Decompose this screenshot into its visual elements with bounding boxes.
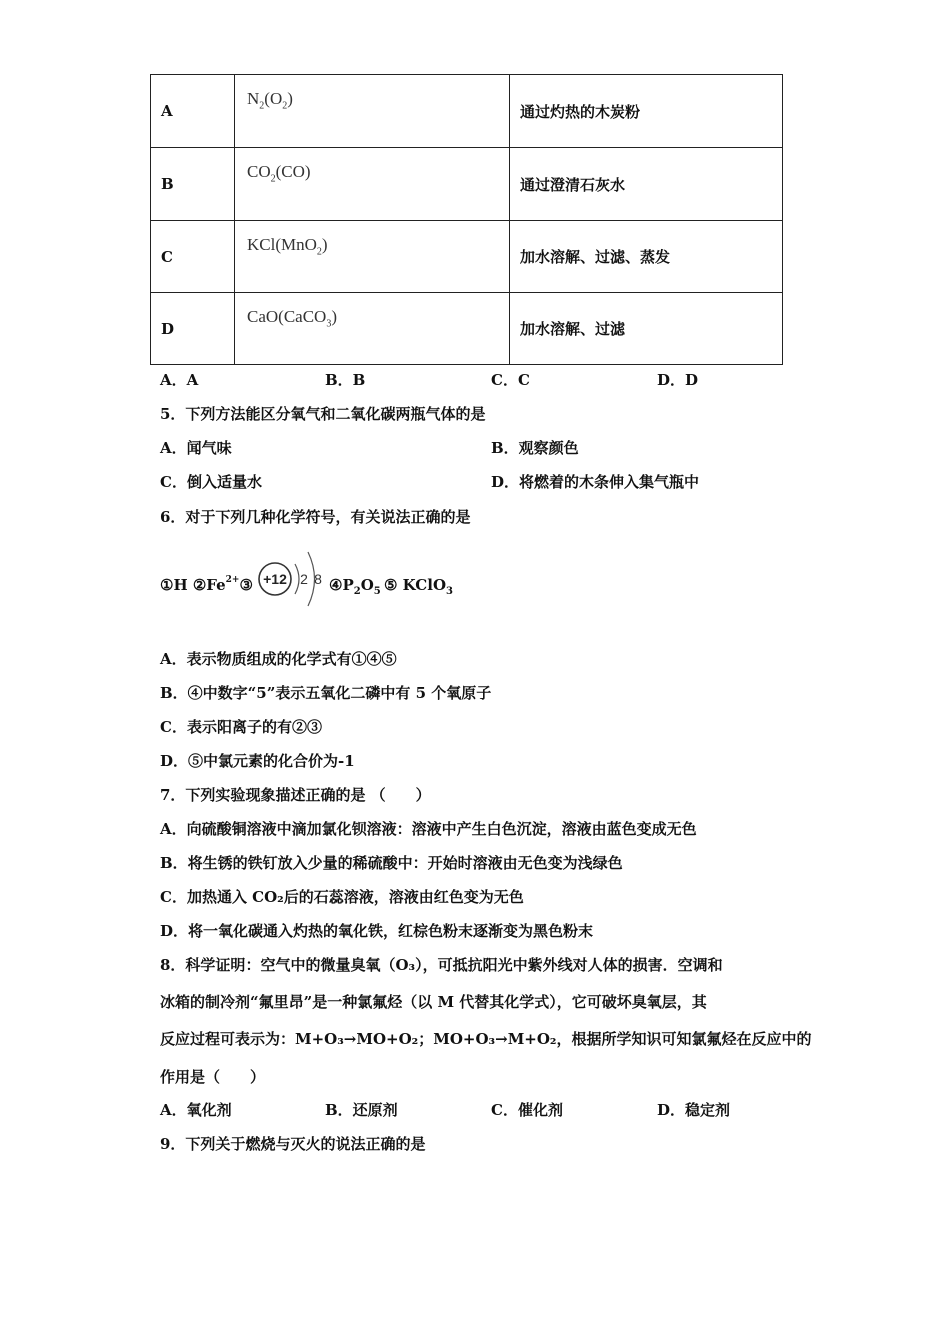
q7-option-b[interactable]: B．将生锈的铁钉放入少量的稀硫酸中：开始时溶液由无色变为浅绿色 (160, 854, 623, 872)
table-row (151, 221, 783, 293)
q9-stem: 9．下列关于燃烧与灭火的说法正确的是 (160, 1135, 426, 1153)
q5-option-d[interactable]: D．将燃着的木条伸入集气瓶中 (491, 473, 700, 491)
q8-line-1: 8．科学证明：空气中的微量臭氧（O₃），可抵抗阳光中紫外线对人体的损害．空调和 (160, 956, 723, 974)
substance-formula: CaO(CaCO$_3$) (235, 293, 510, 365)
method-text: 加水溶解、过滤 (510, 293, 783, 365)
q6-option-c[interactable]: C．表示阳离子的有②③ (160, 718, 322, 736)
q8-option-c[interactable]: C．催化剂 (491, 1101, 563, 1119)
q4-option-c[interactable]: C．C (491, 371, 530, 389)
q5-option-c[interactable]: C．倒入适量水 (160, 473, 262, 491)
q7-option-d[interactable]: D．将一氧化碳通入灼热的氧化铁，红棕色粉末逐渐变为黑色粉末 (160, 922, 594, 940)
q6-stem: 6．对于下列几种化学符号，有关说法正确的是 (160, 508, 471, 526)
q5-option-a[interactable]: A．闻气味 (160, 439, 232, 457)
q7-stem: 7．下列实验现象描述正确的是 （ ） (160, 786, 431, 804)
q4-option-d[interactable]: D．D (657, 371, 699, 389)
table-row (151, 293, 783, 365)
nucleus-charge: +12 (263, 571, 287, 587)
row-label: A (151, 75, 235, 148)
substance-formula: $N_2(O_2)$ (235, 75, 510, 148)
q8-option-a[interactable]: A．氧化剂 (160, 1101, 232, 1119)
q4-option-b[interactable]: B．B (325, 371, 366, 389)
q8-option-b[interactable]: B．还原剂 (325, 1101, 398, 1119)
table-row (151, 148, 783, 221)
shell-1-electrons: 2 (300, 571, 308, 587)
atom-structure-diagram (255, 538, 331, 620)
q8-option-d[interactable]: D．稳定剂 (657, 1101, 731, 1119)
table-row (151, 75, 783, 148)
q6-option-a[interactable]: A．表示物质组成的化学式有①④⑤ (160, 650, 397, 668)
method-text: 通过灼热的木炭粉 (510, 75, 783, 148)
q5-option-b[interactable]: B．观察颜色 (491, 439, 579, 457)
impurity-table (150, 74, 783, 365)
q7-option-a[interactable]: A．向硫酸铜溶液中滴加氯化钡溶液：溶液中产生白色沉淀，溶液由蓝色变成无色 (160, 820, 697, 838)
q8-line-4: 作用是（ ） (160, 1068, 266, 1086)
row-label: B (151, 148, 235, 221)
substance-formula: KCl(MnO$_2$) (235, 221, 510, 293)
substance-formula: $CO_2(CO)$ (235, 148, 510, 221)
row-label: C (151, 221, 235, 293)
method-text: 通过澄清石灰水 (510, 148, 783, 221)
electron-shell-1 (295, 564, 299, 594)
q8-line-3: 反应过程可表示为：M+O₃→MO+O₂；MO+O₃→M+O₂，根据所学知识可知氯氟烃在反应中的 (160, 1030, 812, 1048)
q6-option-d[interactable]: D．⑤中氯元素的化合价为-1 (160, 752, 355, 770)
symbol-h-fe: ①H $②Fe^{2+}③$ (160, 575, 253, 594)
q5-stem: 5．下列方法能区分氧气和二氧化碳两瓶气体的是 (160, 405, 486, 423)
q6-option-b[interactable]: B．④中数字“5”表示五氧化二磷中有 5 个氧原子 (160, 684, 492, 702)
method-text: 加水溶解、过滤、蒸发 (510, 221, 783, 293)
shell-2-electrons: 8 (314, 571, 322, 587)
q7-option-c[interactable]: C．加热通入 CO₂后的石蕊溶液，溶液由红色变为无色 (160, 888, 524, 906)
symbol-p2o5: $④P_2O_5$ (329, 576, 381, 597)
q8-line-2: 冰箱的制冷剂“氟里昂”是一种氯氟烃（以 M 代替其化学式），它可破坏臭氧层，其 (160, 993, 707, 1011)
q4-option-a[interactable]: A．A (160, 371, 199, 389)
symbol-kclo3: ⑤ KClO$_3$ (384, 576, 453, 597)
row-label: D (151, 293, 235, 365)
